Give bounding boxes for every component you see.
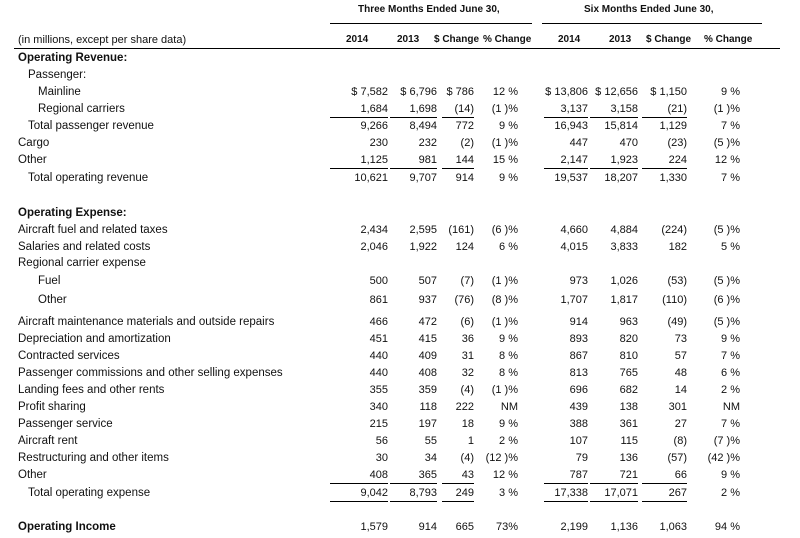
row-label: Passenger commissions and other selling expenses	[18, 367, 283, 379]
col-2013-three: 2013	[397, 34, 420, 45]
row-value: 182	[668, 241, 687, 253]
row-value: 94 %	[714, 521, 740, 533]
row-value: 355	[369, 384, 388, 396]
row-value: 2,147	[560, 154, 588, 166]
row-value: 1,125	[360, 154, 388, 166]
subtotal-rule	[330, 117, 388, 118]
col-change-three: $ Change	[434, 34, 480, 45]
row-label: Operating Revenue:	[18, 52, 128, 64]
row-value: (1 )%	[491, 137, 518, 149]
row-value: (1 )%	[491, 275, 518, 287]
row-value: 1,136	[610, 521, 638, 533]
row-value: 981	[418, 154, 437, 166]
row-value: 197	[418, 418, 437, 430]
row-value: (4)	[460, 384, 474, 396]
row-value: (7 )%	[713, 435, 740, 447]
subtotal-rule	[390, 483, 437, 484]
row-value: (8 )%	[491, 294, 518, 306]
row-value: 9 %	[499, 120, 518, 132]
row-value: $ 6,796	[400, 86, 437, 98]
row-value: (1 )%	[491, 103, 518, 115]
row-value: (12 )%	[485, 452, 518, 464]
row-value: $ 1,150	[650, 86, 687, 98]
row-value: 914	[569, 316, 588, 328]
row-value: (5 )%	[713, 137, 740, 149]
row-value: (5 )%	[713, 275, 740, 287]
row-label: Profit sharing	[18, 401, 86, 413]
row-value: 7 %	[721, 350, 740, 362]
row-value: 2,199	[560, 521, 588, 533]
row-value: 721	[619, 469, 638, 481]
row-value: 1,330	[659, 172, 687, 184]
row-value: (110)	[662, 294, 687, 306]
row-label: Operating Income	[18, 521, 116, 533]
row-value: 470	[619, 137, 638, 149]
row-value: 914	[455, 172, 474, 184]
row-value: 3,137	[560, 103, 588, 115]
row-label: Aircraft rent	[18, 435, 78, 447]
col-2014-three: 2014	[346, 34, 369, 45]
row-value: 17,071	[604, 487, 638, 499]
row-label: Total operating revenue	[28, 172, 149, 184]
row-value: 665	[455, 521, 474, 533]
row-value: $ 12,656	[595, 86, 638, 98]
row-value: $ 786	[446, 86, 474, 98]
row-value: 232	[418, 137, 437, 149]
row-value: 2 %	[499, 435, 518, 447]
row-value: 340	[369, 401, 388, 413]
row-label: Regional carrier expense	[18, 257, 146, 269]
row-value: 2 %	[721, 487, 740, 499]
row-value: 451	[369, 333, 388, 345]
row-value: 15 %	[492, 154, 518, 166]
subtotal-rule	[590, 483, 638, 484]
row-value: 810	[619, 350, 638, 362]
row-value: 12 %	[492, 86, 518, 98]
row-value: 963	[619, 316, 638, 328]
subtotal-rule	[390, 117, 437, 118]
row-value: (2)	[460, 137, 474, 149]
row-value: 9 %	[721, 333, 740, 345]
row-value: 1,579	[360, 521, 388, 533]
row-value: 17,338	[554, 487, 588, 499]
row-value: 4,884	[610, 224, 638, 236]
row-label: Passenger service	[18, 418, 113, 430]
row-value: 914	[418, 521, 437, 533]
subtotal-rule	[442, 117, 474, 118]
row-value: 7 %	[721, 418, 740, 430]
row-value: 765	[619, 367, 638, 379]
row-value: 48	[674, 367, 687, 379]
col-pct-three: % Change	[483, 34, 532, 45]
subtotal-rule	[642, 117, 687, 118]
row-value: 7 %	[721, 172, 740, 184]
header-rule	[14, 48, 780, 49]
row-label: Total operating expense	[28, 487, 151, 499]
row-value: 2,595	[409, 224, 437, 236]
row-value: 6 %	[721, 367, 740, 379]
row-label: Other	[38, 294, 67, 306]
row-value: 230	[369, 137, 388, 149]
row-value: 8 %	[499, 350, 518, 362]
row-value: 820	[619, 333, 638, 345]
row-label: Aircraft fuel and related taxes	[18, 224, 168, 236]
row-label: Regional carriers	[38, 103, 125, 115]
row-value: (5 )%	[713, 316, 740, 328]
row-value: 4,660	[560, 224, 588, 236]
row-value: 2,434	[360, 224, 388, 236]
row-value: (23)	[667, 137, 687, 149]
subtotal-rule	[590, 117, 638, 118]
row-value: (76)	[454, 294, 474, 306]
row-value: 1,922	[409, 241, 437, 253]
row-value: (5 )%	[713, 224, 740, 236]
row-value: 107	[569, 435, 588, 447]
row-value: (1 )%	[713, 103, 740, 115]
subtotal-rule	[330, 501, 388, 502]
row-value: (7)	[460, 275, 474, 287]
row-value: 66	[674, 469, 687, 481]
row-value: $ 13,806	[545, 86, 588, 98]
row-value: 124	[455, 241, 474, 253]
row-value: (224)	[661, 224, 687, 236]
row-value: 440	[369, 367, 388, 379]
row-label: Passenger:	[28, 69, 87, 81]
row-label: Depreciation and amortization	[18, 333, 171, 345]
row-value: 19,537	[554, 172, 588, 184]
row-value: 1,129	[659, 120, 687, 132]
row-value: (161)	[448, 224, 474, 236]
row-value: 1,817	[610, 294, 638, 306]
row-label: Operating Expense:	[18, 207, 127, 219]
subtotal-rule	[590, 501, 638, 502]
row-value: 8,494	[409, 120, 437, 132]
row-value: 267	[668, 487, 687, 499]
subtotal-rule	[390, 501, 437, 502]
row-value: 682	[619, 384, 638, 396]
row-value: 115	[620, 435, 638, 447]
row-value: 31	[461, 350, 474, 362]
row-value: (53)	[667, 275, 687, 287]
row-value: 12 %	[714, 154, 740, 166]
subtotal-rule	[642, 483, 687, 484]
row-label: Mainline	[38, 86, 81, 98]
row-value: 861	[369, 294, 388, 306]
row-value: 440	[369, 350, 388, 362]
row-value: 415	[418, 333, 437, 345]
row-value: 249	[455, 487, 474, 499]
col-pct-six: % Change	[704, 34, 753, 45]
subtotal-rule	[330, 168, 388, 169]
row-value: 43	[461, 469, 474, 481]
row-value: (49)	[667, 316, 687, 328]
three-months-header: Three Months Ended June 30,	[358, 4, 500, 15]
row-value: 118	[419, 401, 437, 413]
row-value: 893	[569, 333, 588, 345]
row-value: 388	[569, 418, 588, 430]
row-value: 222	[455, 401, 474, 413]
row-value: 57	[674, 350, 687, 362]
row-value: 34	[424, 452, 437, 464]
row-value: (42 )%	[707, 452, 740, 464]
row-value: 15,814	[604, 120, 638, 132]
row-value: 9 %	[721, 469, 740, 481]
subtotal-rule	[442, 501, 474, 502]
row-value: NM	[722, 401, 740, 413]
row-value: 2,046	[360, 241, 388, 253]
row-label: Other	[18, 469, 47, 481]
row-value: 138	[619, 401, 638, 413]
row-label: Landing fees and other rents	[18, 384, 165, 396]
six-months-header: Six Months Ended June 30,	[584, 4, 714, 15]
row-value: 365	[418, 469, 437, 481]
row-value: 36	[461, 333, 474, 345]
subtotal-rule	[442, 483, 474, 484]
row-value: 439	[569, 401, 588, 413]
row-label: Other	[18, 154, 47, 166]
row-value: 73%	[495, 521, 518, 533]
row-value: 466	[369, 316, 388, 328]
row-value: (6 )%	[491, 224, 518, 236]
row-value: (1 )%	[491, 384, 518, 396]
row-value: 9 %	[721, 86, 740, 98]
subtotal-rule	[642, 168, 687, 169]
row-value: 3 %	[499, 487, 518, 499]
row-value: (21)	[667, 103, 687, 115]
row-value: 409	[418, 350, 437, 362]
row-value: 2 %	[721, 384, 740, 396]
row-value: 14	[674, 384, 687, 396]
row-value: 215	[369, 418, 388, 430]
row-value: 6 %	[499, 241, 518, 253]
six-months-rule	[542, 23, 762, 24]
row-value: (1 )%	[491, 316, 518, 328]
row-value: 772	[455, 120, 474, 132]
subtotal-rule	[544, 168, 588, 169]
row-label: Total passenger revenue	[28, 120, 154, 132]
row-value: 408	[418, 367, 437, 379]
row-value: 18,207	[604, 172, 638, 184]
col-change-six: $ Change	[646, 34, 692, 45]
row-value: $ 7,582	[351, 86, 388, 98]
row-value: 3,833	[610, 241, 638, 253]
row-value: 361	[619, 418, 638, 430]
row-label: Aircraft maintenance materials and outside repairs	[18, 316, 275, 328]
row-value: 30	[375, 452, 388, 464]
row-value: 500	[369, 275, 388, 287]
row-value: 472	[418, 316, 437, 328]
subtotal-rule	[544, 117, 588, 118]
row-value: (4)	[460, 452, 474, 464]
row-value: 9 %	[499, 418, 518, 430]
col-2013-six: 2013	[609, 34, 632, 45]
row-value: 408	[369, 469, 388, 481]
row-value: 9,266	[360, 120, 388, 132]
row-label: Salaries and related costs	[18, 241, 151, 253]
row-value: 7 %	[721, 120, 740, 132]
subtotal-rule	[390, 168, 437, 169]
subtotal-rule	[642, 501, 687, 502]
row-label: Contracted services	[18, 350, 120, 362]
subtotal-rule	[330, 483, 388, 484]
row-value: 224	[668, 154, 687, 166]
row-value: 973	[569, 275, 588, 287]
row-value: 56	[375, 435, 388, 447]
row-value: (8)	[673, 435, 687, 447]
row-value: 144	[455, 154, 474, 166]
row-value: 136	[619, 452, 638, 464]
units-note: (in millions, except per share data)	[18, 34, 187, 46]
row-value: 937	[418, 294, 437, 306]
row-value: 12 %	[492, 469, 518, 481]
row-value: 9 %	[499, 333, 518, 345]
row-value: 1,923	[610, 154, 638, 166]
row-value: 4,015	[560, 241, 588, 253]
row-value: 16,943	[554, 120, 588, 132]
row-value: 79	[575, 452, 588, 464]
subtotal-rule	[442, 168, 474, 169]
row-value: 32	[461, 367, 474, 379]
row-value: 10,621	[354, 172, 388, 184]
row-value: 8 %	[499, 367, 518, 379]
row-value: 27	[674, 418, 687, 430]
row-value: 1,698	[409, 103, 437, 115]
row-label: Cargo	[18, 137, 50, 149]
row-value: 3,158	[610, 103, 638, 115]
row-label: Fuel	[38, 275, 61, 287]
col-2014-six: 2014	[558, 34, 581, 45]
row-value: 507	[418, 275, 437, 287]
row-value: 9,707	[409, 172, 437, 184]
row-value: (14)	[454, 103, 474, 115]
subtotal-rule	[544, 483, 588, 484]
row-value: 1,026	[610, 275, 638, 287]
row-value: 9 %	[499, 172, 518, 184]
row-value: 696	[569, 384, 588, 396]
row-value: 5 %	[721, 241, 740, 253]
row-value: 359	[418, 384, 437, 396]
row-value: 1,707	[560, 294, 588, 306]
row-value: (57)	[667, 452, 687, 464]
subtotal-rule	[590, 168, 638, 169]
row-value: 18	[461, 418, 474, 430]
row-value: 9,042	[360, 487, 388, 499]
row-value: 787	[569, 469, 588, 481]
row-value: 813	[569, 367, 588, 379]
subtotal-rule	[544, 501, 588, 502]
row-value: 447	[569, 137, 588, 149]
row-value: (6 )%	[713, 294, 740, 306]
row-value: 301	[668, 401, 687, 413]
row-label: Restructuring and other items	[18, 452, 169, 464]
row-value: NM	[500, 401, 518, 413]
row-value: 867	[569, 350, 588, 362]
row-value: 1,063	[659, 521, 687, 533]
row-value: 1,684	[360, 103, 388, 115]
three-months-rule	[330, 23, 532, 24]
row-value: (6)	[460, 316, 474, 328]
row-value: 73	[674, 333, 687, 345]
row-value: 8,793	[409, 487, 437, 499]
row-value: 1	[467, 435, 474, 447]
row-value: 55	[424, 435, 437, 447]
